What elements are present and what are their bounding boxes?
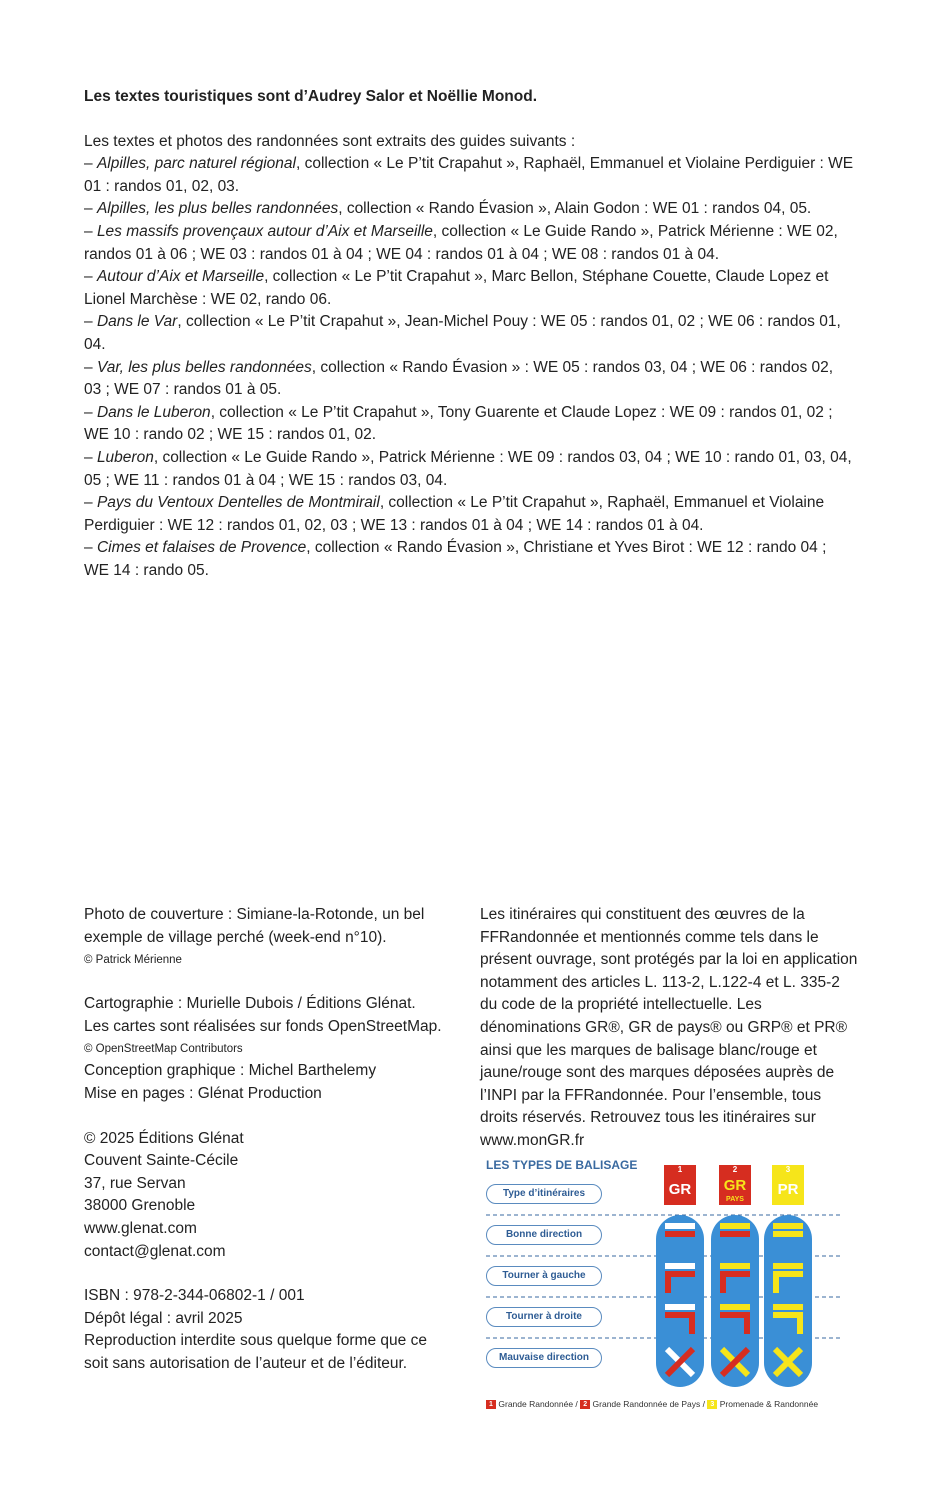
guide-details: , collection « Le Guide Rando », Patrick Mérienne : WE 09 : randos 03, 04 ; WE 10 : rando 01, 03, 04, 05 ; WE 11 : randos 01 à 04 ; WE 15 : randos 03, 04. [84,448,852,489]
guide-details: , collection « Le P’tit Crapahut », Tony Guarente et Claude Lopez : WE 09 : randos 01, 02 ; WE 10 : rando 02 ; WE 15 : randos 01, 02. [84,403,833,444]
guides-list [84,153,854,582]
address-line: 37, rue Servan [84,1174,186,1192]
turn-left-top [665,1263,695,1269]
badge-gr: 1 GR [664,1165,696,1205]
guide-details: , collection « Le P’tit Crapahut », Jean-Michel Pouy : WE 05 : randos 01, 02 ; WE 06 : randos 01, 04. [84,313,841,353]
turn-right-top [665,1304,695,1310]
turn-right-top [773,1304,803,1310]
guide-title: Var, les plus belles randonnées [96,358,312,376]
layout-credit: Mise en pages : Glénat Production [84,1084,322,1102]
mark-stripe-top [665,1223,695,1229]
row-label-bonne-direction: Bonne direction [486,1225,602,1245]
guide-title: Cimes et falaises de Provence [96,539,307,557]
row-label-tourner-droite: Tourner à droite [486,1307,602,1327]
address-line: Couvent Sainte-Cécile [84,1152,239,1170]
guide-details: , collection « Le P’tit Crapahut », Raphaël, Emmanuel et Violaine Perdiguier : WE 12 : randos 01, 02, 03 ; WE 13 : randos 01 à 04 ; WE 14 : randos 01 à 04. [84,494,825,534]
colophon-left [84,904,454,1376]
badge-pr: 3 PR [772,1165,804,1205]
guide-title: Pays du Ventoux Dentelles de Montmirail [96,494,380,512]
guide-title: Alpilles, les plus belles randonnées [96,200,339,218]
mark-stripe-bottom [773,1231,803,1237]
credits-block [84,86,854,582]
guide-details: , collection « Rando Évasion » : WE 05 : randos 03, 04 ; WE 06 : randos 02, 03 ; WE 07 : randos 01 à 05. [84,358,834,399]
mark-stripe-top [720,1223,750,1229]
mark-stripe-bottom [720,1231,750,1237]
colophon-right [480,904,860,1153]
balisage-title: LES TYPES DE BALISAGE [486,1158,638,1172]
design-credit: Conception graphique : Michel Barthelemy [84,1062,377,1080]
turn-left-top [720,1263,750,1269]
guides-intro: Les textes et photos des randonnées sont extraits des guides suivants : [84,132,576,150]
guide-title: Les massifs provençaux autour d’Aix et Marseille [96,222,433,240]
balisage-legend: 1 Grande Randonnée / 2 Grande Randonnée de Pays / 3 Promenade & Randonnée [486,1399,818,1409]
legal-deposit: Dépôt légal : avril 2025 [84,1309,243,1327]
guide-entry: – Dans le Var, collection « Le P’tit Crapahut », Jean-Michel Pouy : WE 05 : randos 01, 02 ; WE 06 : randos 01, 04. [84,313,841,353]
guide-title: Alpilles, parc naturel régional [96,155,296,173]
contact-email: contact@glenat.com [84,1242,226,1260]
guide-entry: – Pays du Ventoux Dentelles de Montmirail, collection « Le P’tit Crapahut », Raphaël, Emmanuel et Violaine Perdiguier : WE 12 : randos 01, 02, 03 ; WE 13 : randos 01 à 04 ; WE 14 : randos 01 à 04. [84,494,825,534]
guide-details: , collection « Rando Évasion », Christiane et Yves Birot : WE 12 : rando 04 ; WE 14 : rando 05. [84,539,827,579]
legal-notice: Les itinéraires qui constituent des œuvres de la FFRandonnée et mentionnés comme tels dans le présent ouvrage, sont protégés par la loi en application notamment des articles L. 113-2, L.122-4 et L. 335-2 du code de la propriété intellectuelle. Les dénominations GR®, GR de pays® ou GRP® et PR® ainsi que les marques de balisage blanc/rouge et jaune/rouge sont des marques déposées auprès de l’INPI par la FFRandonnée. Pour l’ensemble, tous droits réservés. Retrouvez tous les itinéraires sur www.monGR.fr [480,906,858,1149]
guide-title: Autour d’Aix et Marseille [96,268,265,286]
guide-details: , collection « Le P’tit Crapahut », Raphaël, Emmanuel et Violaine Perdiguier : WE 01 : randos 01, 02, 03. [84,155,854,195]
guide-entry: – Alpilles, parc naturel régional, collection « Le P’tit Crapahut », Raphaël, Emmanuel et Violaine Perdiguier : WE 01 : randos 01, 02, 03. [84,155,854,195]
osm-credit: © OpenStreetMap Contributors [84,1043,243,1056]
row-label-tourner-gauche: Tourner à gauche [486,1266,602,1286]
guide-entry: – Les massifs provençaux autour d’Aix et Marseille, collection « Le Guide Rando », Patrick Mérienne : WE 02, randos 01 à 06 ; WE 03 : randos 01 à 04 ; WE 04 : randos 01 à 04 ; WE 08 : randos 01 à 04. [84,222,838,263]
turn-right-top [720,1304,750,1310]
guide-entry: – Luberon, collection « Le Guide Rando », Patrick Mérienne : WE 09 : randos 03, 04 ; WE 10 : rando 01, 03, 04, 05 ; WE 11 : randos 01 à 04 ; WE 15 : randos 03, 04. [84,448,852,489]
guide-entry: – Autour d’Aix et Marseille, collection « Le P’tit Crapahut », Marc Bellon, Stéphane Couette, Claude Lopez et Lionel Marchèse : WE 02, rando 06. [84,268,829,308]
guide-entry: – Var, les plus belles randonnées, collection « Rando Évasion » : WE 05 : randos 03, 04 ; WE 06 : randos 02, 03 ; WE 07 : randos 01 à 05. [84,358,834,399]
cover-photo-credit: © Patrick Mérienne [84,954,182,967]
cartography-credit: Cartographie : Murielle Dubois / Éditions Glénat. [84,995,416,1013]
website: www.glenat.com [84,1219,197,1237]
row-label-mauvaise-direction: Mauvaise direction [486,1348,602,1368]
cover-photo-caption: Photo de couverture : Simiane-la-Rotonde, un bel exemple de village perché (week-end n°10). [84,906,425,946]
address-line: 38000 Grenoble [84,1197,196,1215]
balisage-chart [480,1155,845,1417]
guide-details: , collection « Rando Évasion », Alain Godon : WE 01 : randos 04, 05. [338,200,812,218]
guide-title: Luberon [96,448,154,466]
reproduction-notice: Reproduction interdite sous quelque forme que ce soit sans autorisation de l’auteur et de l’éditeur. [84,1332,427,1372]
guide-details: , collection « Le Guide Rando », Patrick Mérienne : WE 02, randos 01 à 06 ; WE 03 : randos 01 à 04 ; WE 04 : randos 01 à 04 ; WE 08 : randos 01 à 04. [84,222,838,263]
guide-entry: – Dans le Luberon, collection « Le P’tit Crapahut », Tony Guarente et Claude Lopez : WE 09 : randos 01, 02 ; WE 10 : rando 02 ; WE 15 : randos 01, 02. [84,403,833,444]
isbn: ISBN : 978-2-344-06802-1 / 001 [84,1287,305,1305]
authors-credit: Les textes touristiques sont d’Audrey Salor et Noëllie Monod. [84,88,538,105]
badge-gr-pays: 2 GR PAYS [719,1165,751,1205]
mark-stripe-top [773,1223,803,1229]
mark-stripe-bottom [665,1231,695,1237]
cartography-source: Les cartes sont réalisées sur fonds OpenStreetMap. [84,1017,442,1035]
copyright: © 2025 Éditions Glénat [84,1129,244,1147]
row-label-type: Type d’itinéraires [486,1184,602,1204]
guide-title: Dans le Luberon [96,403,211,421]
guide-title: Dans le Var [96,313,178,331]
turn-left-top [773,1263,803,1269]
guide-entry: – Alpilles, les plus belles randonnées, collection « Rando Évasion », Alain Godon : WE 01 : randos 04, 05. [84,200,812,218]
guide-entry: – Cimes et falaises de Provence, collection « Rando Évasion », Christiane et Yves Birot : WE 12 : rando 04 ; WE 14 : rando 05. [84,539,827,579]
guide-details: , collection « Le P’tit Crapahut », Marc Bellon, Stéphane Couette, Claude Lopez et Lionel Marchèse : WE 02, rando 06. [84,268,829,308]
